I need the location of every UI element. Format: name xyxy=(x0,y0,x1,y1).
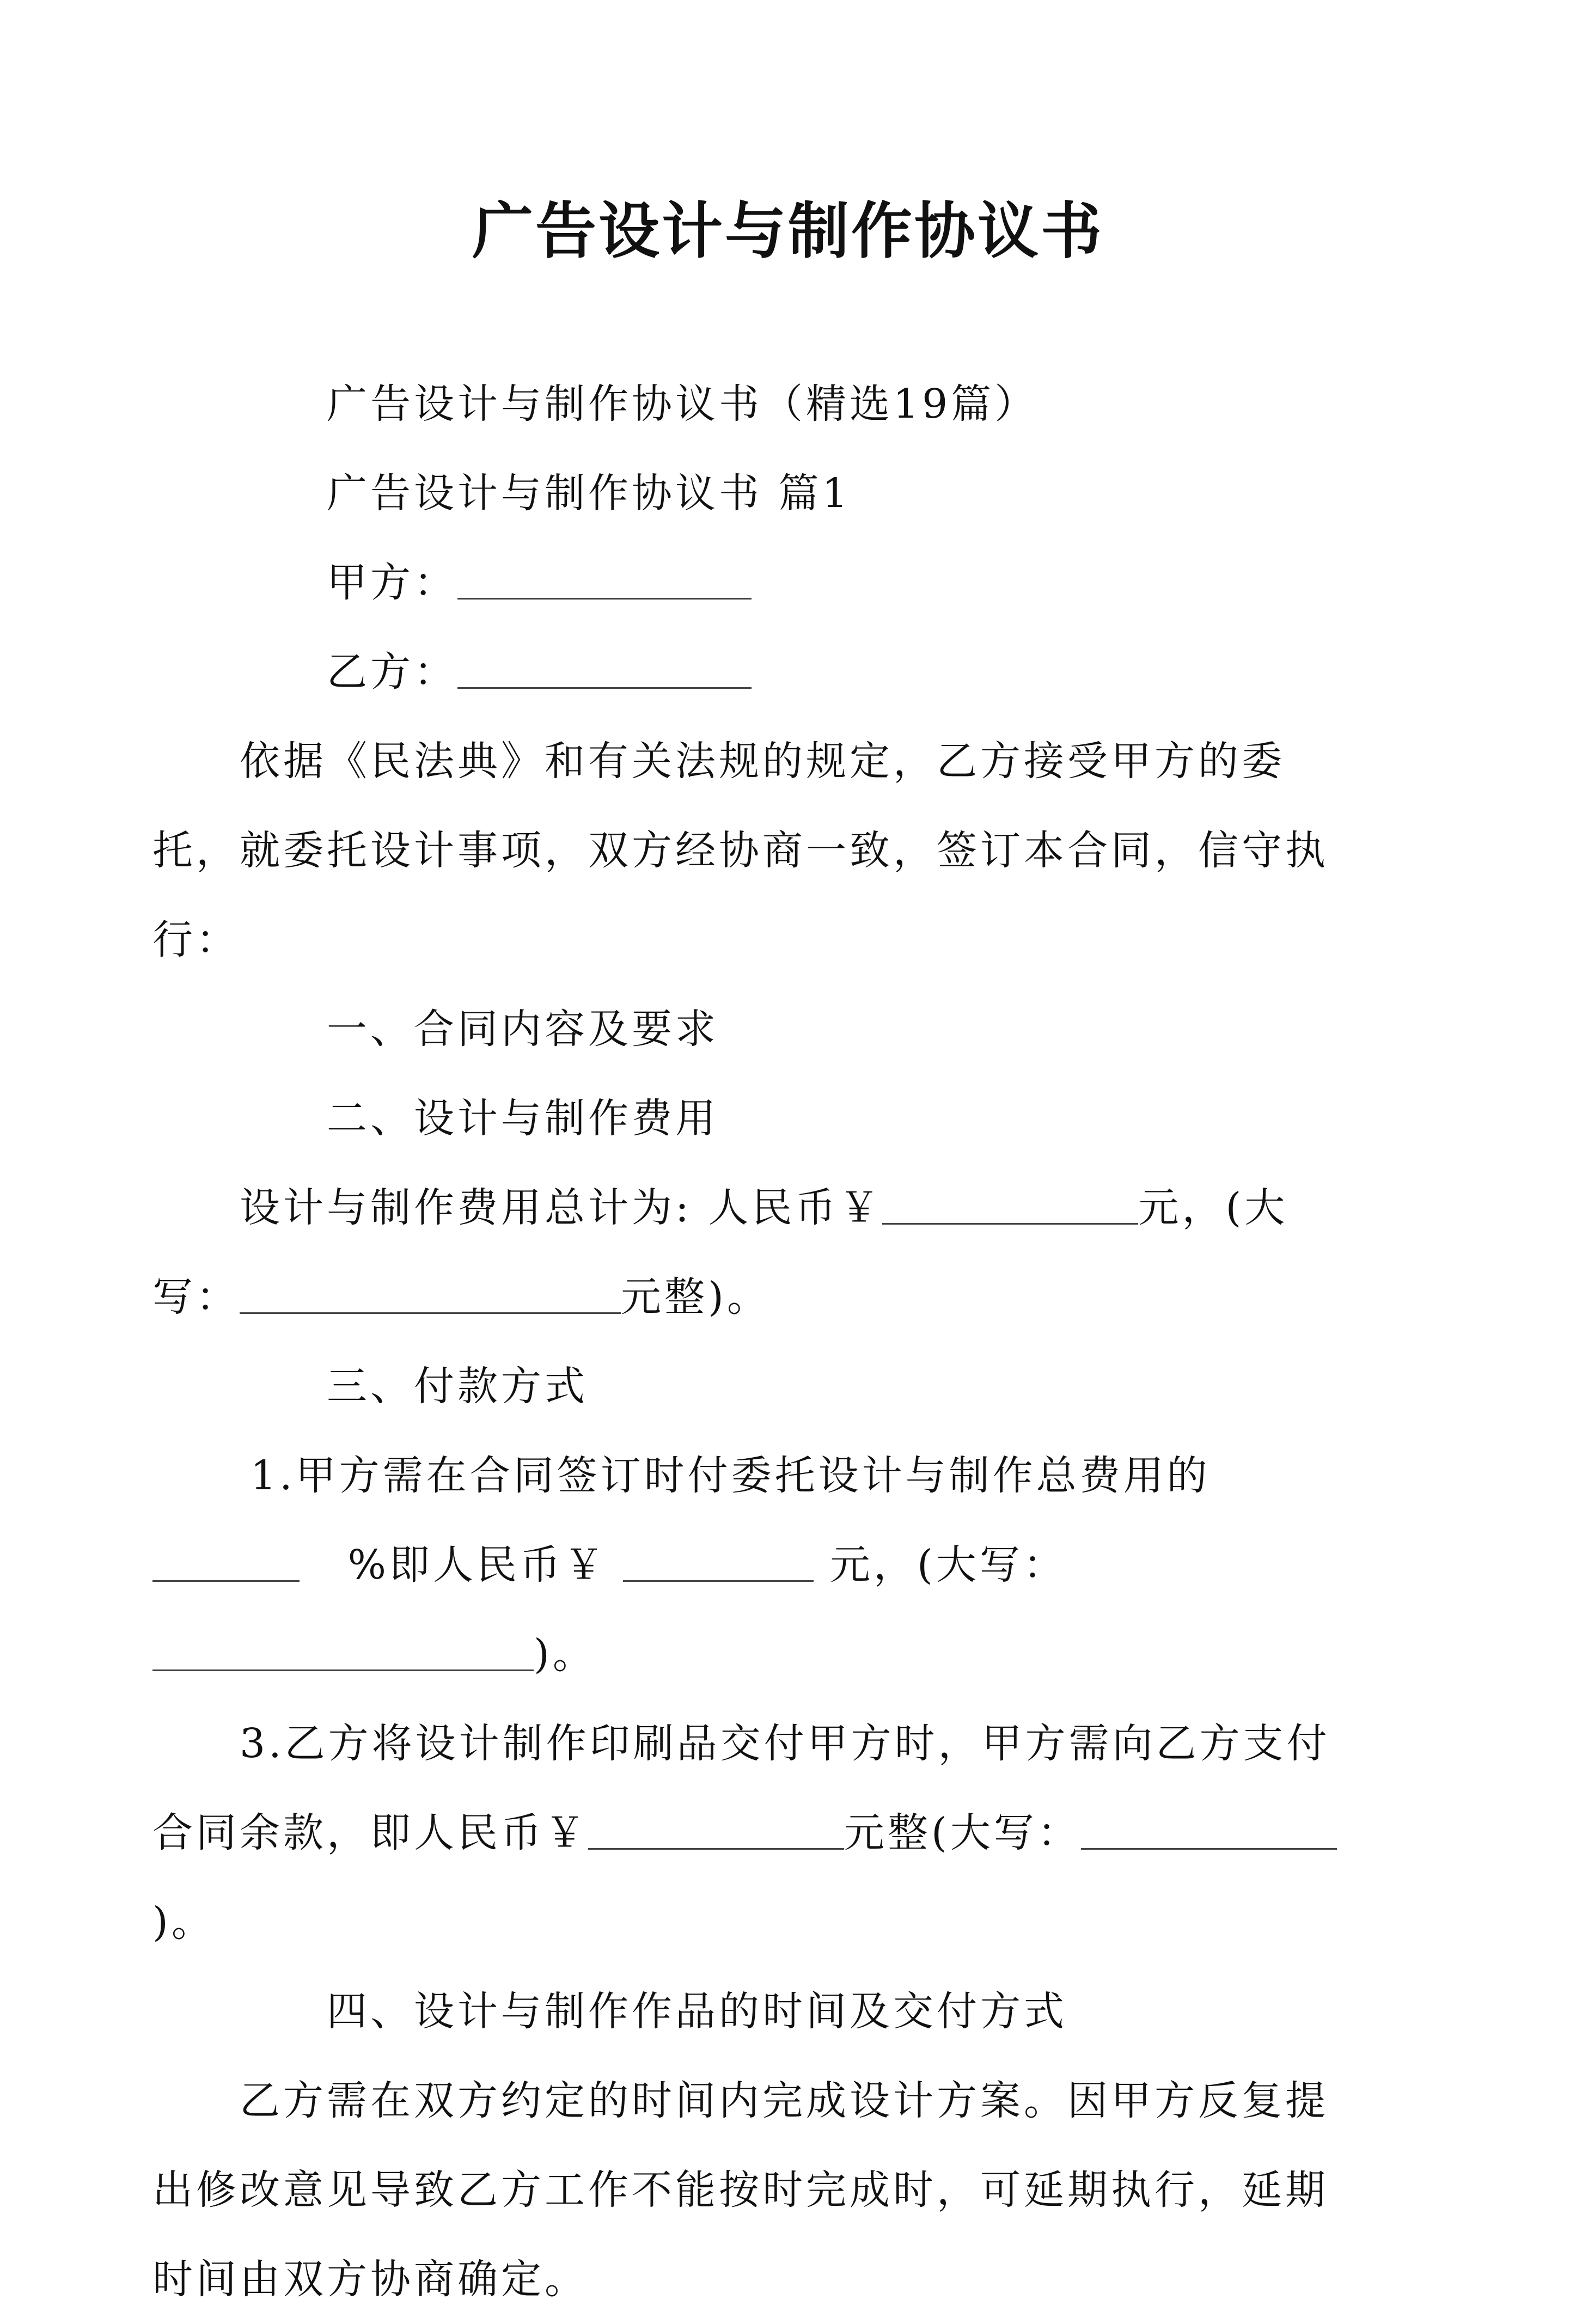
payment-1-text-d: )。 xyxy=(534,1631,596,1678)
payment-1-text-a: 1.甲方需在合同签订时付委托设计与制作总费用的 xyxy=(251,1452,1211,1499)
payment-1-text-c: 元，(大写： xyxy=(829,1542,1067,1588)
document-title: 广告设计与制作协议书 xyxy=(472,195,1104,267)
party-a-blank xyxy=(457,560,752,600)
fee-paragraph xyxy=(152,1163,1351,1342)
payment-3-text-b: 元整(大写： xyxy=(844,1809,1081,1856)
payment-1-percent-blank xyxy=(152,1542,300,1582)
party-a-label: 甲方： xyxy=(327,559,457,606)
payment-3-amount-blank xyxy=(588,1810,844,1850)
party-b-label: 乙方： xyxy=(327,649,457,695)
fee-text-a: 设计与制作费用总计为: 人民币￥ xyxy=(240,1184,883,1231)
payment-3-paragraph xyxy=(152,1699,1351,1967)
payment-1-capital-blank xyxy=(152,1631,534,1671)
payment-3-capital-blank xyxy=(1081,1810,1337,1850)
party-b-blank xyxy=(457,649,752,689)
party-a-line xyxy=(240,538,1351,627)
payment-1-amount-blank xyxy=(623,1542,814,1582)
intro-paragraph: 依据《民法典》和有关法规的规定，乙方接受甲方的委托，就委托设计事项，双方经协商一致，签订本合同，信守执行： xyxy=(152,738,1329,963)
party-b-line xyxy=(240,627,1351,717)
fee-capital-blank xyxy=(240,1274,621,1314)
delivery-paragraph: 乙方需在双方约定的时间内完成设计方案。因甲方反复提出修改意见导致乙方工作不能按时完成时，可延期执行，延期时间由双方协商确定。 xyxy=(152,2077,1329,2303)
fee-text-b: 元，(大写： xyxy=(152,1184,1288,1320)
fee-amount-blank xyxy=(882,1185,1138,1225)
payment-3-text-a: 3.乙方将设计制作印刷品交付甲方时，甲方需向乙方支付合同余款，即人民币￥ xyxy=(152,1720,1330,1856)
section-3-heading: 三、付款方式 xyxy=(327,1363,588,1410)
section-2-heading: 二、设计与制作费用 xyxy=(327,1095,719,1142)
fee-text-c: 元整)。 xyxy=(621,1274,771,1320)
section-1-heading: 一、合同内容及要求 xyxy=(327,1006,719,1053)
chapter-heading: 广告设计与制作协议书 篇1 xyxy=(327,470,851,517)
document-body xyxy=(152,359,1351,2324)
payment-1-text-b: %即人民币￥ xyxy=(347,1542,607,1588)
subtitle-line: 广告设计与制作协议书（精选19篇） xyxy=(327,381,1039,427)
payment-1-paragraph xyxy=(152,1431,1351,1699)
section-4-heading: 四、设计与制作作品的时间及交付方式 xyxy=(327,1988,1067,2035)
payment-3-text-c: )。 xyxy=(152,1899,215,1946)
